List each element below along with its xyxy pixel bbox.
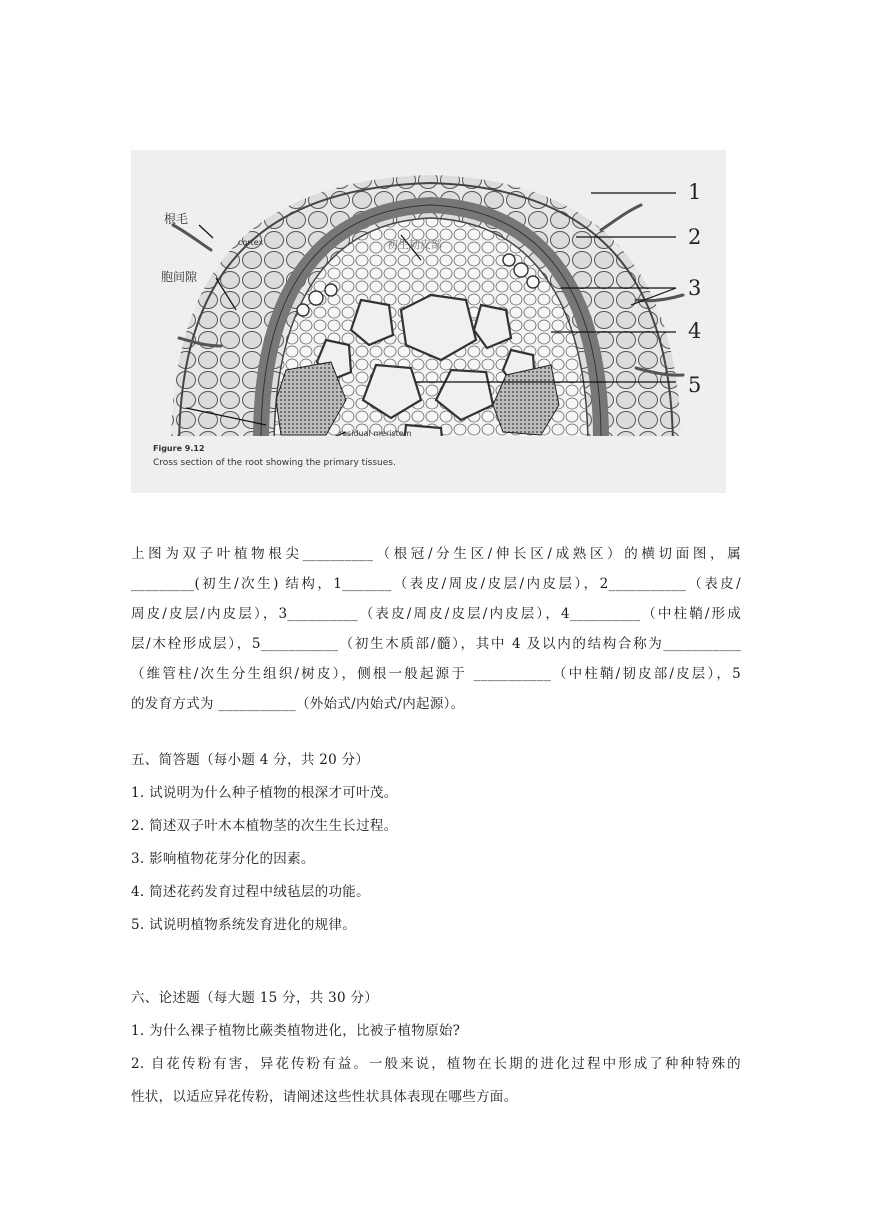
label-residual-meristem: residual meristem <box>339 429 412 438</box>
question-item: 1. 试说明为什么种子植物的根深才可叶茂。 <box>131 785 398 801</box>
question-item: 2. 简述双子叶木本植物茎的次生生长过程。 <box>131 818 398 834</box>
label-intercellular-space: 胞间隙 <box>161 270 198 284</box>
question-line: 上图为双子叶植物根尖__________（根冠/分生区/伸长区/成熟区）的横切面图，属 <box>131 546 741 562</box>
question-line: _________(初生/次生) 结构，1_______（表皮/周皮/皮层/内皮层），2___________（表皮/ <box>131 576 741 592</box>
callout-3: 3 <box>688 276 702 300</box>
root-cross-section-figure <box>131 150 726 493</box>
question-item: 4. 简述花药发育过程中绒毡层的功能。 <box>131 884 370 900</box>
callout-2: 2 <box>688 225 702 249</box>
question-line: （维管柱/次生分生组织/树皮），侧根一般起源于 ___________（中柱鞘/韧皮部/皮层），5 <box>131 666 741 682</box>
short-answer-section <box>131 745 741 940</box>
figure-caption: Cross section of the root showing the primary tissues. <box>153 458 396 468</box>
question-item: 1. 为什么裸子植物比蕨类植物进化，比被子植物原始? <box>131 1023 461 1039</box>
section-heading: 六、论述题（每大题 15 分，共 30 分） <box>131 990 379 1006</box>
callout-5: 5 <box>688 373 702 397</box>
label-root-hair: 根毛 <box>164 212 189 226</box>
figure-number: Figure 9.12 <box>153 444 205 453</box>
question-item: 2. 自花传粉有害，异花传粉有益。一般来说，植物在长期的进化过程中形成了种种特殊的 <box>131 1056 741 1072</box>
callout-1: 1 <box>688 180 702 204</box>
question-line: 层/木栓形成层），5___________（初生木质部/髓），其中 4 及以内的结构合称为___________ <box>131 636 741 652</box>
question-item: 3. 影响植物花芽分化的因素。 <box>131 851 315 867</box>
root-diagram <box>131 150 726 493</box>
question-item-continued: 性状，以适应异花传粉，请阐述这些性状具体表现在哪些方面。 <box>131 1089 518 1105</box>
essay-section <box>131 983 741 1112</box>
label-cortex: cortex <box>238 238 264 247</box>
section-heading: 五、简答题（每小题 4 分，共 20 分） <box>131 752 370 768</box>
fill-in-question <box>131 539 741 719</box>
callout-4: 4 <box>688 319 702 343</box>
question-item: 5. 试说明植物系统发育进化的规律。 <box>131 917 357 933</box>
question-line: 的发育方式为 ___________（外始式/内始式/内起源）。 <box>131 696 465 712</box>
label-primary-phloem: 初生韧皮部 <box>387 238 442 251</box>
question-line: 周皮/皮层/内皮层），3__________（表皮/周皮/皮层/内皮层），4__________（中柱鞘/形成 <box>131 606 741 622</box>
